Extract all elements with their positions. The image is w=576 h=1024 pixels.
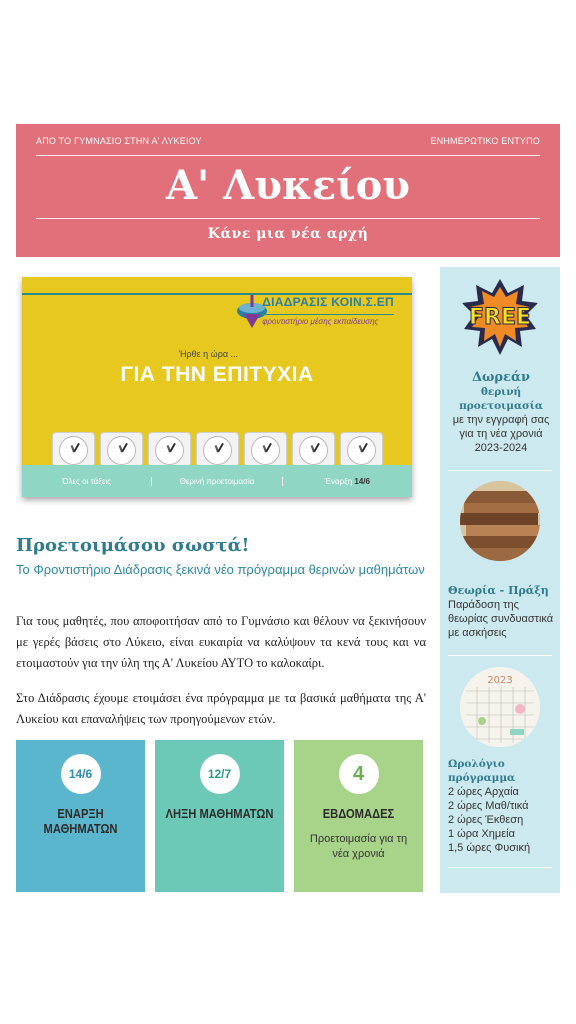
svg-text:2023: 2023	[487, 675, 513, 686]
shelf-start	[282, 477, 412, 486]
free-prep-subtitle: θερινή προετοιμασία	[459, 386, 543, 412]
shelf-start-label: Έναρξη	[324, 476, 353, 486]
page-subtitle: Κάνε μια νέα αρχή	[207, 226, 369, 242]
banner-left-tag: ΑΠΟ ΤΟ ΓΥΜΝΑΣΙΟ ΣΤΗΝ Α' ΛΥΚΕΙΟΥ	[36, 136, 202, 146]
hero-info-shelf	[22, 465, 412, 497]
clock-icon	[340, 432, 383, 467]
sidebar-divider	[448, 470, 552, 471]
article-heading: Προετοιμάσου σωστά!	[16, 535, 250, 556]
theory-practice-title: Θεωρία - Πράξη	[448, 584, 549, 597]
clock-icon	[52, 432, 95, 467]
theory-practice-text: Παράδοση της θεωρίας συνδυαστικά με ασκήσεις	[448, 599, 554, 639]
brand-block	[262, 295, 394, 326]
page-title: Α' Λυκείου	[165, 162, 411, 209]
shelf-classes: Όλες οι τάξεις	[62, 476, 112, 486]
article-paragraph-2: Στο Διάδρασις έχουμε ετοιμάσει ένα πρόγραμμα με τα βασικά μαθήματα της Α' Λυκείου και επαναλήψεις των προηγούμενων ετών.	[16, 691, 426, 726]
shelf-program: Θερινή προετοιμασία	[151, 477, 281, 486]
clock-icon	[244, 432, 287, 467]
article-paragraph-1: Για τους μαθητές, που αποφοιτήσαν από το Γυμνάσιο και θέλουν να ξεκινήσουν με γερές βάσεις στο Λύκειο, είναι ευκαιρία να καλύψουν τα κενά τους και να ετοιμαστούν για την ύλη της Α' Λυκείου ΑΥΤΟ το καλοκαίρι.	[16, 614, 426, 670]
card-badge: 14/6	[61, 754, 101, 794]
end-date-card	[155, 740, 284, 892]
hero-headline: ΓΙΑ ΤΗΝ ΕΠΙΤΥΧΙΑ	[120, 363, 314, 386]
sidebar-divider	[448, 655, 552, 656]
start-date-card	[16, 740, 145, 892]
header-banner	[16, 124, 560, 257]
card-badge: 12/7	[200, 754, 240, 794]
clock-row	[52, 432, 383, 467]
banner-divider-bottom	[36, 218, 540, 219]
banner-right-tag: ΕΝΗΜΕΡΩΤΙΚΟ ΕΝΤΥΠΟ	[430, 136, 540, 146]
schedule-line: 1,5 ώρες Φυσική	[448, 842, 531, 854]
sidebar	[440, 267, 560, 893]
schedule-line: 1 ώρα Χημεία	[448, 828, 515, 840]
free-prep-block	[448, 371, 554, 455]
clock-icon	[100, 432, 143, 467]
clock-icon	[292, 432, 335, 467]
brand-tagline: φροντιστήριο μέσης εκπαίδευσης	[262, 314, 394, 326]
weeks-card	[294, 740, 423, 892]
schedule-title: Ωρολόγιο πρόγραμμα	[448, 758, 516, 784]
sidebar-divider	[448, 867, 552, 868]
calendar-image	[460, 667, 540, 747]
article-subheading: Το Φροντιστήριο Διάδρασις ξεκινά νέο πρόγραμμα θερινών μαθημάτων	[16, 562, 425, 577]
card-label: ΕΝΑΡΞΗ ΜΑΘΗΜΑΤΩΝ	[43, 806, 118, 836]
card-label: ΕΒΔΟΜΑΔΕΣ	[322, 806, 395, 821]
card-label: ΛΗΞΗ ΜΑΘΗΜΑΤΩΝ	[165, 806, 274, 821]
free-prep-text: με την εγγραφή σας για τη νέα χρονιά 2023-2024	[452, 414, 550, 454]
clock-icon	[148, 432, 191, 467]
schedule-line: 2 ώρες Αρχαία	[448, 786, 519, 798]
svg-text:FREE: FREE	[468, 305, 532, 330]
card-badge: 4	[339, 754, 379, 794]
shelf-start-date: 14/6	[354, 476, 370, 486]
brand-name: ΔΙΑΔΡΑΣΙΣ ΚΟΙΝ.Σ.ΕΠ	[262, 295, 394, 309]
schedule-line: 2 ώρες Έκθεση	[448, 814, 524, 826]
schedule-line: 2 ώρες Μαθ/τικά	[448, 800, 529, 812]
card-description: Προετοιμασία για τη νέα χρονιά	[309, 833, 408, 860]
free-prep-title: Δωρεάν	[471, 370, 531, 385]
banner-divider-top	[36, 155, 540, 156]
clock-icon	[196, 432, 239, 467]
theory-practice-block	[448, 584, 554, 640]
schedule-block	[448, 757, 554, 855]
banner-top-row	[36, 136, 540, 146]
hero-image	[22, 277, 412, 497]
hero-small-text: Ήρθε η ώρα ...	[179, 349, 239, 359]
books-image	[460, 481, 540, 561]
free-badge-icon	[460, 277, 540, 357]
